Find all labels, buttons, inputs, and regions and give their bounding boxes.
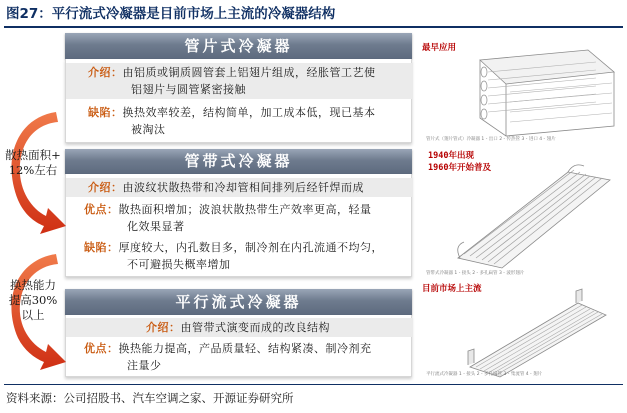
merit-text: 散热面积增加；波浪状散热带生产效率更高，轻量 [118,203,372,216]
merit-label: 优点： [84,342,119,355]
note-line: 换热能力 [10,278,56,292]
panel-body [65,315,412,377]
merit-row [66,200,413,236]
merit-text-cont: 注量少 [127,359,162,372]
note-line: 12%左右 [8,163,58,177]
illustration-parallel-flow [418,281,623,381]
defect-text-cont: 不可避损失概率增加 [127,258,231,271]
market-mainstream-note [422,283,482,295]
intro-text: 由铝质或铜质圆管套上铝翅片组成，经胀管工艺使 [122,66,376,79]
defect-text-cont: 被淘汰 [131,123,166,136]
merit-text-cont: 化效果显著 [127,220,185,233]
merit-label: 优点： [84,203,119,216]
intro-label: 介绍： [88,66,123,79]
intro-label: 介绍： [88,181,123,194]
intro-label: 介绍： [146,321,181,334]
defect-text: 换热效率较差，结构简单，加工成本低，现已基本 [122,106,376,119]
parallel-flow-condenser-icon [418,281,623,381]
panel-body [65,174,412,277]
illustration-caption: 管片式（翅片管式）冷凝器 1 - 出口 2 - 传热管 3 - 进口 4 - 翅片 [426,137,556,142]
defect-row [66,238,413,274]
panel-parallel-flow [65,289,412,377]
merit-text: 换热能力提高，产品质量轻、结构紧凑、制冷剂充 [118,342,372,355]
defect-label: 缺陷： [84,241,119,254]
intro-text-cont: 铝翅片与圆管紧密接触 [131,83,246,96]
panel-title: 管片式冷凝器 [65,33,412,59]
note-line: 1960年开始普及 [428,163,491,173]
panel-tube-belt [65,149,412,277]
note-line: 1940年出现 [428,151,474,161]
merit-row [66,339,413,375]
defect-label: 缺陷： [88,106,123,119]
illustration-tube-belt [418,146,623,278]
intro-text: 由波纹状散热带和冷却管相间排列后经钎焊而成 [122,181,364,194]
exchange-increase-note [3,278,63,323]
source-note: 资料来源：公司招股书、汽车空调之家、开源证券研究所 [6,391,294,405]
intro-row [66,178,413,197]
panel-title: 平行流式冷凝器 [65,289,412,315]
defect-text: 厚度较大，内孔数目多，制冷剂在内孔流通不均匀， [118,241,383,254]
note-line: 提高30% [8,293,58,307]
intro-row [66,318,413,337]
figure-title: 图27：平行流式冷凝器是目前市场上主流的冷凝器结构 [6,6,336,22]
area-increase-note [2,148,64,178]
title-divider [4,26,623,28]
note-line: 以上 [21,308,45,322]
first-application-note [422,42,456,54]
panel-title: 管带式冷凝器 [65,149,412,174]
intro-row [66,63,413,99]
defect-row [66,103,413,139]
note-line: 散热面积+ [5,148,61,162]
illustration-tube-fin [418,32,623,144]
note-line: 目前市场上主流 [422,284,482,294]
illustration-caption: 平行流式冷凝器 1 - 接头 2 - 多孔扁管 3 - 集流管 4 - 翅片 [426,372,543,377]
source-divider [4,384,623,385]
timeline-note [428,150,491,174]
panel-tube-fin [65,33,412,143]
panel-body [65,59,412,143]
note-line: 最早应用 [422,43,457,53]
intro-text: 由管带式演变而成的改良结构 [180,321,330,334]
illustration-caption: 管带式冷凝器 1 - 接头 2 - 多孔扁管 3 - 波形翅片 [426,271,525,276]
